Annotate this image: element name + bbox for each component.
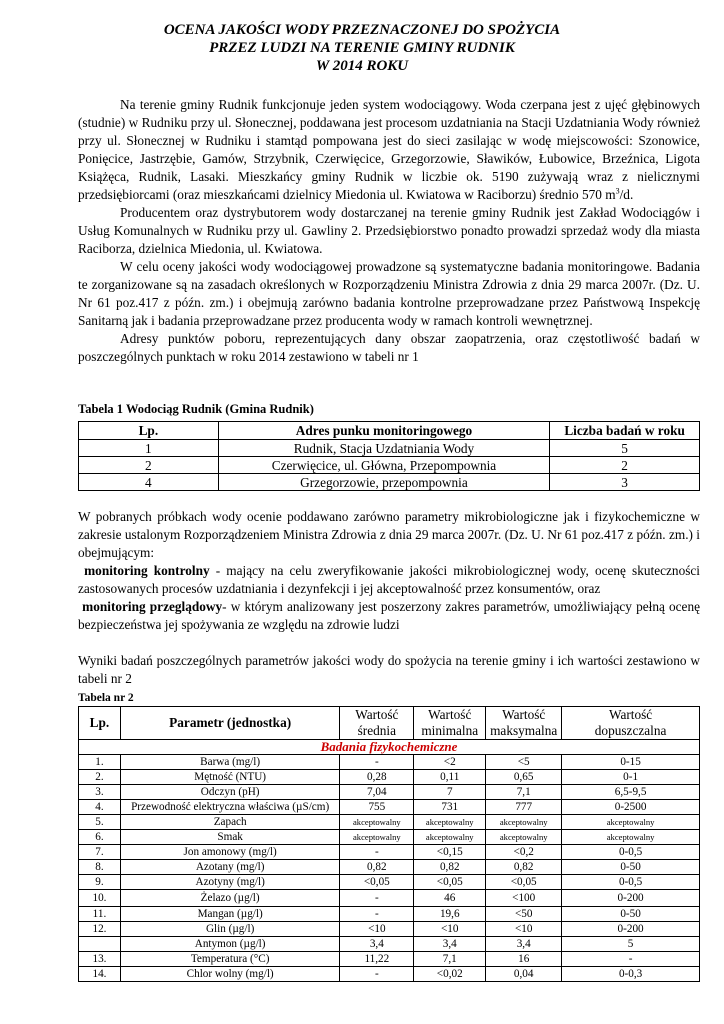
table2-cell: akceptowalny — [486, 815, 562, 830]
document-title-line-1: OCENA JAKOŚCI WODY PRZEZNACZONEJ DO SPOŻYCIA — [163, 22, 561, 38]
intro-paragraph-2: Producentem oraz dystrybutorem wody dostarczanej na terenie gminy Rudnik jest Zakład Wodociągów i Usług Komunalnych w Rudniku przy ul. Gawliny 2. Przedsiębiorstwo ponadto prowadzi sprzedaż wody dla miasta Raciborza, dzielnica Miedonia, ul. Kwiatowa. — [78, 205, 700, 256]
table2-cell: 11. — [79, 907, 121, 922]
table2-cell: <0,2 — [486, 845, 562, 860]
table2-cell: <0,02 — [414, 967, 486, 982]
table-row — [79, 967, 700, 982]
table2-cell: 0-15 — [562, 755, 700, 770]
table2-cell: Przewodność elektryczna właściwa (µS/cm) — [120, 800, 339, 815]
table-row — [79, 457, 700, 474]
table2-cell: <10 — [414, 922, 486, 937]
table-row — [79, 890, 700, 907]
table-row — [79, 922, 700, 937]
table1-cell: 2 — [79, 457, 219, 474]
table-row — [79, 755, 700, 770]
table2-cell: - — [562, 952, 700, 967]
table2-cell: 10. — [79, 890, 121, 907]
table2-cell: 7. — [79, 845, 121, 860]
table-water-quality-parameters — [78, 706, 700, 982]
table2-cell: <50 — [486, 907, 562, 922]
table2-cell: 3,4 — [340, 937, 414, 952]
table2-cell: akceptowalny — [340, 830, 414, 845]
intro-section — [78, 96, 700, 366]
table-row — [79, 474, 700, 491]
table-row — [79, 830, 700, 845]
table2-cell: <10 — [486, 922, 562, 937]
monitoring-kontrolny-paragraph: monitoring kontrolny - mający na celu zweryfikowanie jakości mikrobiologicznej wody, ocenę skuteczności zastosowanych procesów uzdatniania i dezynfekcji i jej akceptowalność przez konsumentów, oraz — [78, 563, 700, 596]
table2-cell: 0,04 — [486, 967, 562, 982]
table-row — [79, 907, 700, 922]
table2-cell: 0-2500 — [562, 800, 700, 815]
table-row — [79, 440, 700, 457]
results-paragraph-1: W pobranych próbkach wody ocenie poddawano zarówno parametry mikrobiologiczne jak i fizykochemiczne w zakresie ustalonym Rozporządzeniem Ministra Zdrowia z dnia 29 marca 2007r. (Dz. U. Nr 61 poz.417 z późn. zm.) i obejmującym: — [78, 509, 700, 560]
table2-cell: Barwa (mg/l) — [120, 755, 339, 770]
table2-cell: 7,1 — [486, 785, 562, 800]
table2-cell: 46 — [414, 890, 486, 907]
table2-header-avg: Wartość średnia — [340, 707, 414, 740]
table1-header-lp: Lp. — [79, 422, 219, 440]
table2-cell: Antymon (µg/l) — [120, 937, 339, 952]
table1-cell: Grzegorzowie, przepompownia — [218, 474, 549, 491]
table-row — [79, 875, 700, 890]
table2-cell: akceptowalny — [340, 815, 414, 830]
table2-cell: 0,82 — [414, 860, 486, 875]
table-row — [79, 860, 700, 875]
table2-cell: 9. — [79, 875, 121, 890]
table2-cell: Jon amonowy (mg/l) — [120, 845, 339, 860]
intro-paragraph-4: Adresy punktów poboru, reprezentujących dany obszar zaopatrzenia, oraz częstotliwość badań w poszczególnych punktach w roku 2014 zestawiono w tabeli nr 1 — [78, 331, 700, 364]
table2-cell: 3. — [79, 785, 121, 800]
table2-cell: akceptowalny — [414, 815, 486, 830]
table2-cell: <0,05 — [414, 875, 486, 890]
table2-cell: 0,82 — [340, 860, 414, 875]
table2-cell: 7 — [414, 785, 486, 800]
intro-paragraph-1: Na terenie gminy Rudnik funkcjonuje jeden system wodociągowy. Woda czerpana jest z ujęć głębinowych (studnie) w Rudniku przy ul. Słonecznej, poddawana jest procesom uzdatniania na Stacji Uzdatniania Wody również przy ul. Słonecznej w Rudniku i stamtąd pompowana jest do sieci zasilając w wodę miejscowości: Szonowice, Ponięcice, Jastrzębie, Gamów, Strzybnik, Czerwięcice, Grzegorzowie, Sławików, Łubowice, Brzeźnica, Ligota Książęca, Rudnik, Lasaki. Mieszkańcy gminy Rudnik w liczbie ok. 5190 zużywają wraz z nielicznymi przedsiębiorcami (oraz mieszkańcami dzielnicy Miedonia ul. Kwiatowa w Raciborzu) średnio 570 $m^3/d$. — [78, 97, 700, 202]
table2-cell: 19,6 — [414, 907, 486, 922]
table2-cell: 0-0,5 — [562, 875, 700, 890]
table-row — [79, 937, 700, 952]
table1-header-address: Adres punku monitoringowego — [218, 422, 549, 440]
results-section — [78, 508, 700, 688]
table2-cell: 0,65 — [486, 770, 562, 785]
table2-cell: 0,82 — [486, 860, 562, 875]
table1-cell: 2 — [550, 457, 700, 474]
table2-cell: 12. — [79, 922, 121, 937]
table2-cell: Odczyn (pH) — [120, 785, 339, 800]
table2-header-param: Parametr (jednostka) — [120, 707, 339, 740]
table1-cell: Czerwięcice, ul. Główna, Przepompownia — [218, 457, 549, 474]
table2-cell: Mangan (µg/l) — [120, 907, 339, 922]
table2-cell: Chlor wolny (mg/l) — [120, 967, 339, 982]
table2-cell: 0,28 — [340, 770, 414, 785]
table2-caption: Tabela nr 2 — [78, 692, 134, 704]
table2-cell: 7,04 — [340, 785, 414, 800]
table2-cell: <0,05 — [340, 875, 414, 890]
table-row — [79, 800, 700, 815]
table2-cell: 3,4 — [486, 937, 562, 952]
intro-paragraph-3: W celu oceny jakości wody wodociągowej prowadzone są systematyczne badania monitoringowe. Badania te zorganizowane są na zasadach określonych w Rozporządzeniu Ministra Zdrowia z dnia 29 marca 2007r. (Dz. U. Nr 61 poz.417 z późn. zm.) i obejmują zarówno badania kontrolne przeprowadzane przez Państwową Inspekcję Sanitarną jak i badania przeprowadzane przez producenta wody w ramach kontroli wewnętrznej. — [78, 259, 700, 328]
table2-cell: akceptowalny — [486, 830, 562, 845]
table2-cell: 2. — [79, 770, 121, 785]
table-monitoring-points — [78, 421, 700, 491]
table2-header-lp: Lp. — [79, 707, 121, 740]
results-paragraph-4: Wyniki badań poszczególnych parametrów jakości wody do spożycia na terenie gminy i ich wartości zestawiono w tabeli nr 2 — [78, 653, 700, 686]
table2-cell: 11,22 — [340, 952, 414, 967]
table2-cell: 0-0,5 — [562, 845, 700, 860]
table-row — [79, 845, 700, 860]
table2-cell: akceptowalny — [414, 830, 486, 845]
table2-cell: 0-200 — [562, 890, 700, 907]
table1-cell: 5 — [550, 440, 700, 457]
table2-cell: akceptowalny — [562, 815, 700, 830]
table2-cell: 16 — [486, 952, 562, 967]
table2-cell: 0,11 — [414, 770, 486, 785]
table2-cell: Żelazo (µg/l) — [120, 890, 339, 907]
table2-cell: - — [340, 755, 414, 770]
table2-cell: 731 — [414, 800, 486, 815]
table2-cell: 6,5-9,5 — [562, 785, 700, 800]
table2-cell: 13. — [79, 952, 121, 967]
table2-cell — [79, 937, 121, 952]
table2-cell: akceptowalny — [562, 830, 700, 845]
table2-cell: <100 — [486, 890, 562, 907]
table2-cell: <5 — [486, 755, 562, 770]
table2-cell: 3,4 — [414, 937, 486, 952]
table2-header-min: Wartość minimalna — [414, 707, 486, 740]
table2-cell: Temperatura (°C) — [120, 952, 339, 967]
table2-cell: <2 — [414, 755, 486, 770]
table2-cell: Glin (µg/l) — [120, 922, 339, 937]
table2-header-limit: Wartość dopuszczalna — [562, 707, 700, 740]
table-row — [79, 785, 700, 800]
table2-cell: 0-1 — [562, 770, 700, 785]
table2-cell: 7,1 — [414, 952, 486, 967]
table2-cell: Azotany (mg/l) — [120, 860, 339, 875]
table1-cell: 1 — [79, 440, 219, 457]
table2-cell: 6. — [79, 830, 121, 845]
table1-cell: Rudnik, Stacja Uzdatniania Wody — [218, 440, 549, 457]
table2-cell: Azotyny (mg/l) — [120, 875, 339, 890]
table2-cell: 0-50 — [562, 907, 700, 922]
table2-cell: - — [340, 967, 414, 982]
table2-cell: Zapach — [120, 815, 339, 830]
table2-cell: <0,05 — [486, 875, 562, 890]
table-row — [79, 770, 700, 785]
table2-cell: 4. — [79, 800, 121, 815]
table1-cell: 4 — [79, 474, 219, 491]
table2-cell: 0-50 — [562, 860, 700, 875]
table2-cell: 0-200 — [562, 922, 700, 937]
table2-header-max: Wartość maksymalna — [486, 707, 562, 740]
table2-cell: 0-0,3 — [562, 967, 700, 982]
table2-cell: Smak — [120, 830, 339, 845]
document-title-line-3: W 2014 ROKU — [315, 58, 409, 74]
table2-cell: - — [340, 890, 414, 907]
table-row — [79, 815, 700, 830]
table2-cell: 5. — [79, 815, 121, 830]
document-title-line-2: PRZEZ LUDZI NA TERENIE GMINY RUDNIK — [209, 40, 515, 56]
table2-cell: 5 — [562, 937, 700, 952]
table2-cell: - — [340, 907, 414, 922]
table2-cell: 755 — [340, 800, 414, 815]
table2-cell: <10 — [340, 922, 414, 937]
table2-cell: 1. — [79, 755, 121, 770]
table2-cell: 14. — [79, 967, 121, 982]
monitoring-przegladowy-paragraph: monitoring przeglądowy- w którym analizowany jest poszerzony zakres parametrów, umożliwiający pełną ocenę bezpieczeństwa jej spożywania ze względu na zdrowie ludzi — [78, 599, 700, 632]
table2-cell: 8. — [79, 860, 121, 875]
table2-cell: Mętność (NTU) — [120, 770, 339, 785]
table1-header-count: Liczba badań w roku — [550, 422, 700, 440]
table1-cell: 3 — [550, 474, 700, 491]
table2-cell: <0,15 — [414, 845, 486, 860]
table2-cell: - — [340, 845, 414, 860]
table1-caption: Tabela 1 Wodociąg Rudnik (Gmina Rudnik) — [78, 402, 314, 416]
table-row — [79, 952, 700, 967]
table2-cell: 777 — [486, 800, 562, 815]
table2-section-physicochemical: Badania fizykochemiczne — [79, 740, 700, 755]
